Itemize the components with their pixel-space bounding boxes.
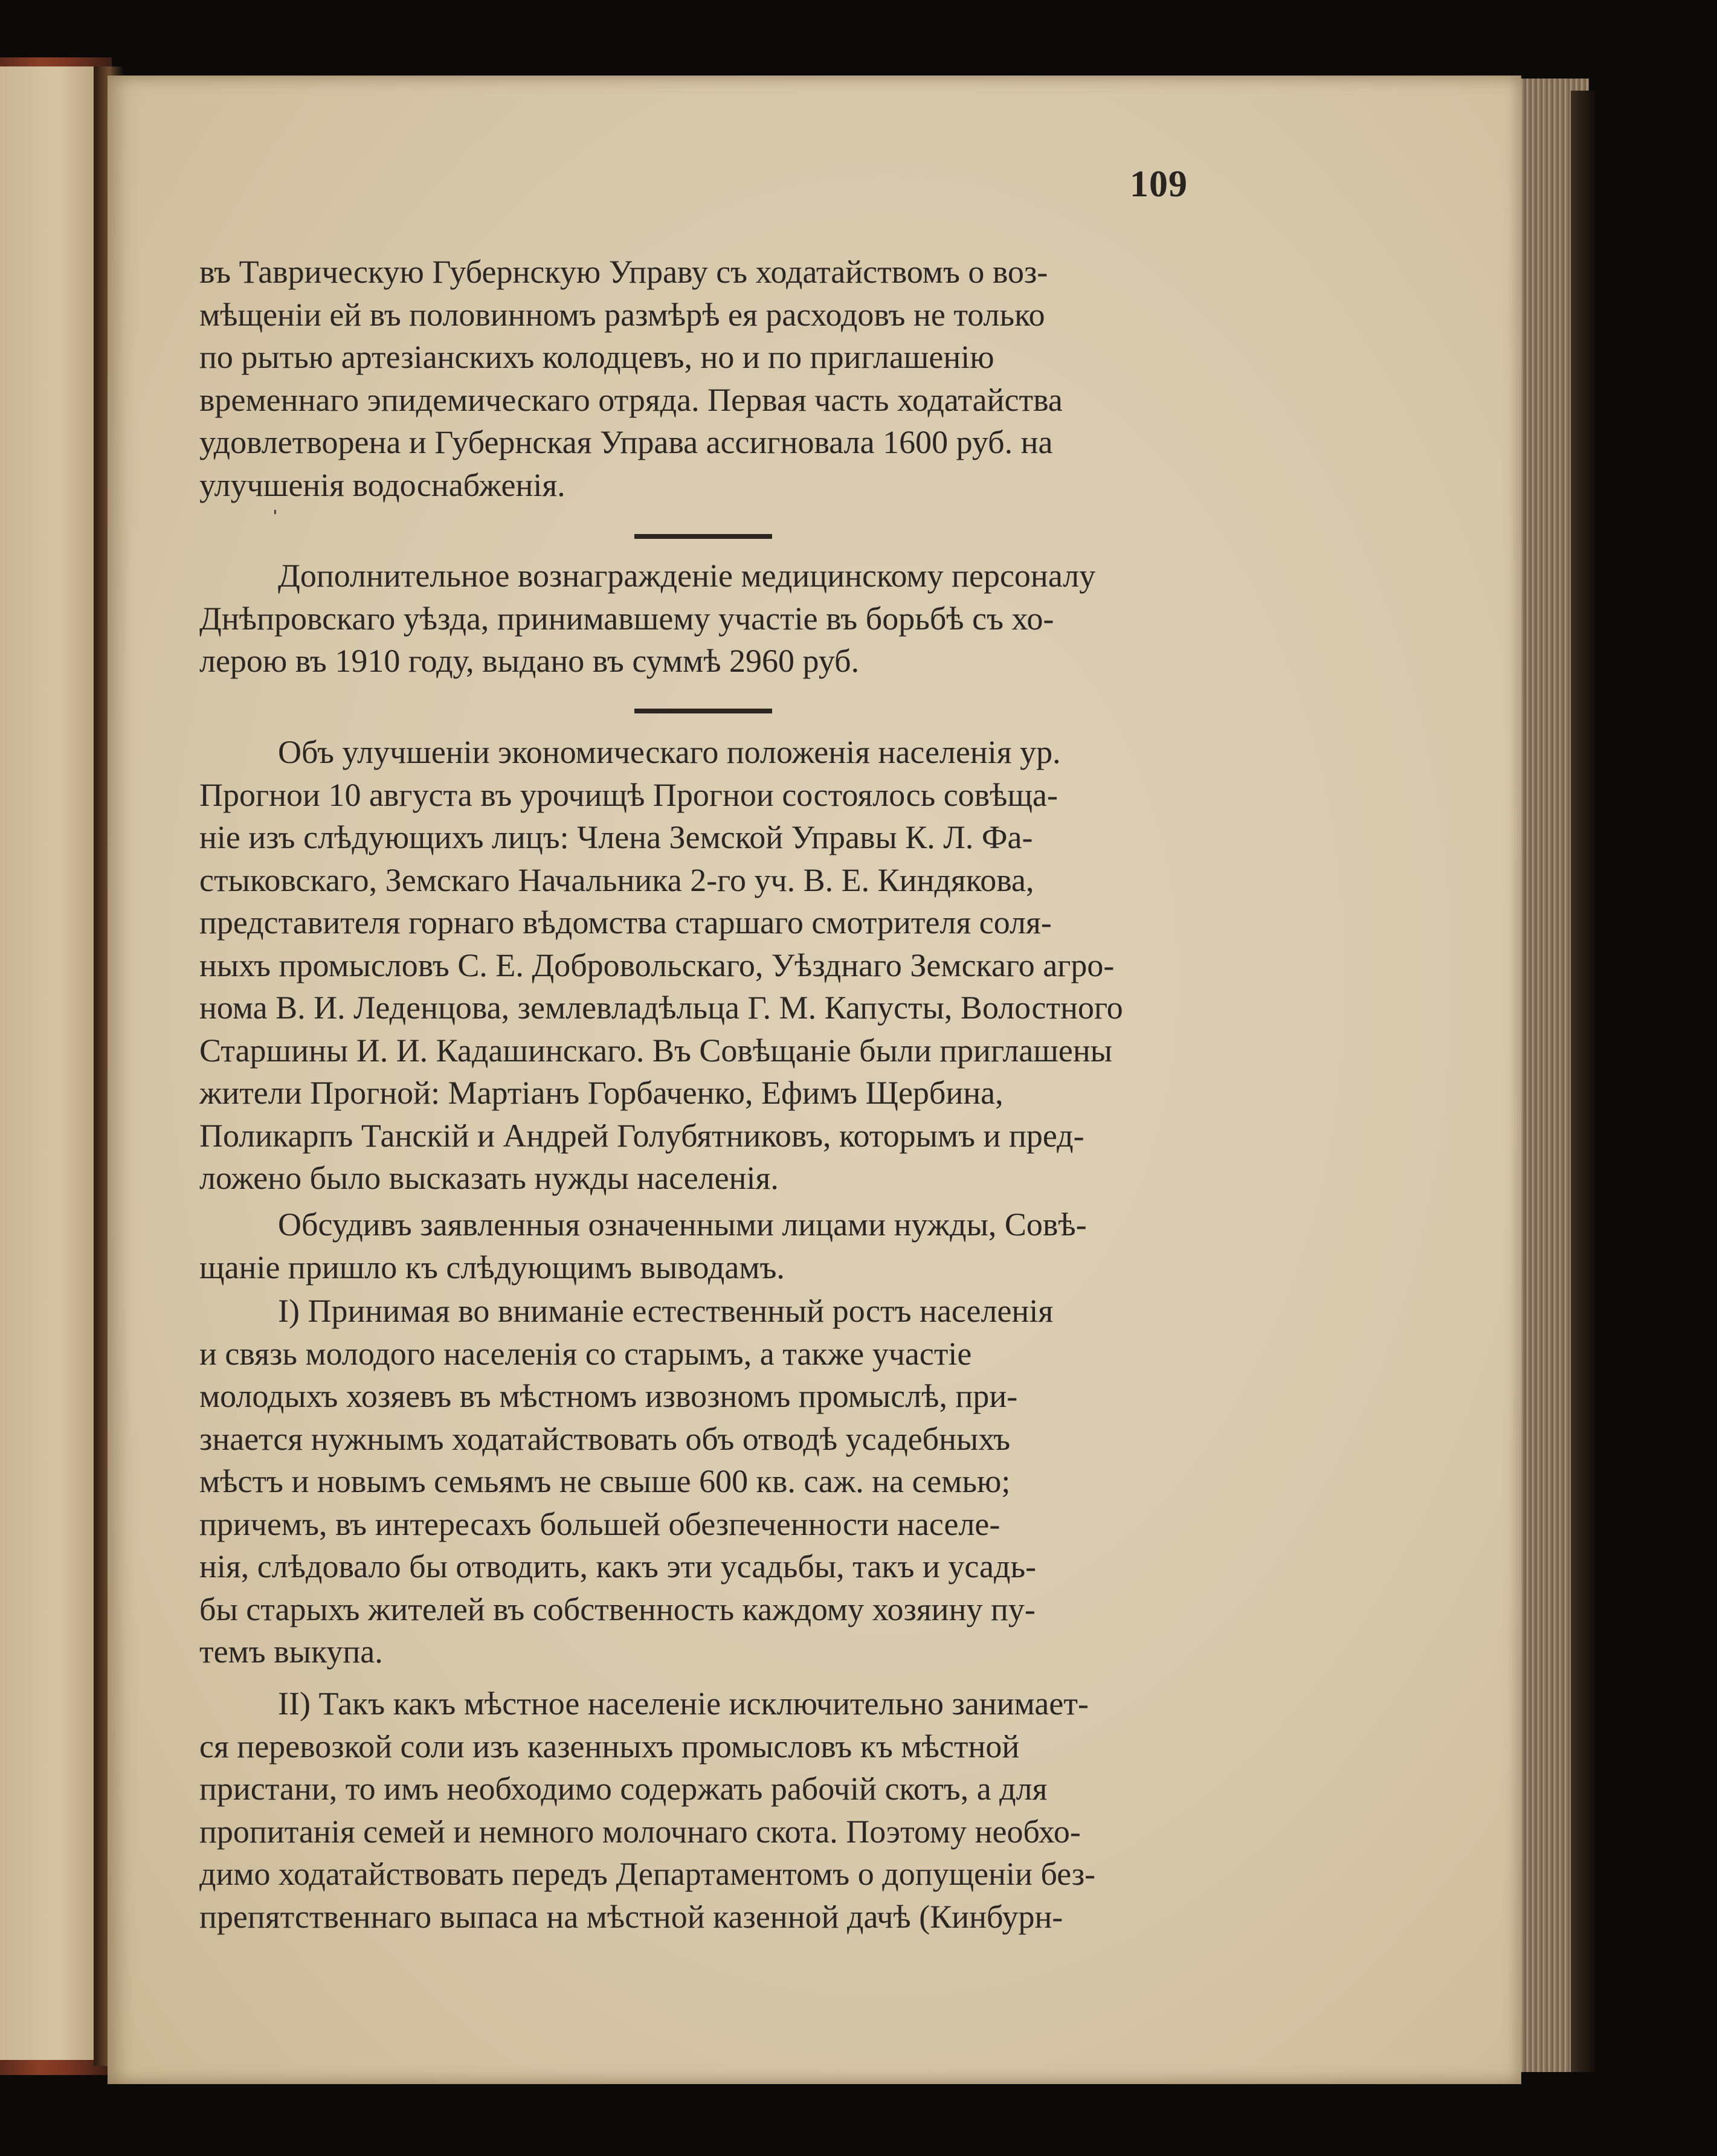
text-line: удовлетворена и Губернская Управа ассигновала 1600 руб. на — [199, 424, 1053, 460]
paragraph-2 — [199, 555, 1214, 683]
paragraph-5 — [199, 1290, 1214, 1673]
text-line: причемъ, въ интересахъ большей обезпеченности населе- — [199, 1505, 1000, 1542]
section-divider — [634, 534, 772, 539]
paragraph-1 — [199, 251, 1214, 506]
text-line: Поликарпъ Танскій и Андрей Голубятниковъ, которымъ и пред- — [199, 1117, 1084, 1154]
text-line: димо ходатайствовать передъ Департаментомъ о допущеніи без- — [199, 1856, 1096, 1892]
text-line: пристани, то имъ необходимо содержать рабочій скотъ, а для — [199, 1771, 1048, 1807]
section-divider — [634, 709, 772, 713]
text-line: стыковскаго, Земскаго Начальника 2-го уч. В. Е. Киндякова, — [199, 861, 1034, 898]
page-stack-shadow — [1571, 91, 1595, 2072]
text-line: Прогнои 10 августа въ урочищѣ Прогнои состоялось совѣща- — [199, 776, 1058, 813]
text-line: Объ улучшеніи экономическаго положенія населенія ур. — [278, 734, 1061, 770]
paragraph-3 — [199, 731, 1214, 1200]
text-line: ніе изъ слѣдующихъ лицъ: Члена Земской Управы К. Л. Фа- — [199, 819, 1033, 855]
text-line: Днѣпровскаго уѣзда, принимавшему участіе въ борьбѣ съ хо- — [199, 600, 1054, 637]
text-line: бы старыхъ жителей въ собственность каждому хозяину пу- — [199, 1591, 1036, 1627]
text-line: молодыхъ хозяевъ въ мѣстномъ извозномъ промыслѣ, при- — [199, 1378, 1018, 1414]
paragraph-4 — [199, 1203, 1214, 1289]
stray-ink-mark: ˈ — [271, 505, 280, 535]
text-line: щаніе пришло къ слѣдующимъ выводамъ. — [199, 1249, 785, 1286]
text-line: представителя горнаго вѣдомства старшаго смотрителя соля- — [199, 904, 1052, 941]
text-line: нія, слѣдовало бы отводить, какъ эти усадьбы, такъ и усадь- — [199, 1548, 1037, 1585]
text-line: знается нужнымъ ходатайствовать объ отводѣ усадебныхъ — [199, 1420, 1011, 1457]
text-line: ныхъ промысловъ С. Е. Добровольскаго, Уѣзднаго Земскаго агро- — [199, 947, 1115, 983]
text-line: улучшенія водоснабженія. — [199, 466, 565, 503]
previous-page-edge — [0, 66, 97, 2060]
text-line: пропитанія семей и немного молочнаго скота. Поэтому необхо- — [199, 1813, 1081, 1850]
text-line: мѣщеніи ей въ половинномъ размѣрѣ ея расходовъ не только — [199, 296, 1045, 333]
text-line: препятственнаго выпаса на мѣстной казенной дачѣ (Кинбурн- — [199, 1898, 1063, 1935]
text-line: нома В. И. Леденцова, землевладѣльца Г. М. Капусты, Волостного — [199, 990, 1123, 1026]
text-line: темъ выкупа. — [199, 1633, 383, 1670]
text-line: мѣстъ и новымъ семьямъ не свыше 600 кв. саж. на семью; — [199, 1463, 1011, 1499]
text-line: по рытью артезіанскихъ колодцевъ, но и по приглашенію — [199, 339, 994, 375]
text-line: временнаго эпидемическаго отряда. Первая часть ходатайства — [199, 381, 1063, 418]
text-line: ложено было высказать нужды населенія. — [199, 1160, 779, 1196]
text-line: Дополнительное вознагражденіе медицинскому персоналу — [278, 558, 1096, 594]
text-line: лерою въ 1910 году, выдано въ суммѣ 2960 руб. — [199, 643, 860, 679]
paragraph-6 — [199, 1682, 1214, 1938]
page-number: 109 — [1130, 164, 1188, 205]
text-line: ся перевозкой соли изъ казенныхъ промысловъ къ мѣстной — [199, 1728, 1020, 1765]
text-line: I) Принимая во вниманіе естественный ростъ населенія — [278, 1293, 1054, 1329]
text-line: II) Такъ какъ мѣстное населеніе исключительно занимает- — [278, 1685, 1089, 1722]
text-line: въ Таврическую Губернскую Управу съ ходатайствомъ о воз- — [199, 254, 1048, 290]
text-line: Обсудивъ заявленныя означенными лицами нужды, Совѣ- — [278, 1206, 1087, 1243]
text-line: жители Прогной: Мартіанъ Горбаченко, Ефимъ Щербина, — [199, 1075, 1003, 1111]
text-line: и связь молодого населенія со старымъ, а также участіе — [199, 1335, 972, 1372]
text-line: Старшины И. И. Кадашинскаго. Въ Совѣщаніе были приглашены — [199, 1032, 1113, 1069]
